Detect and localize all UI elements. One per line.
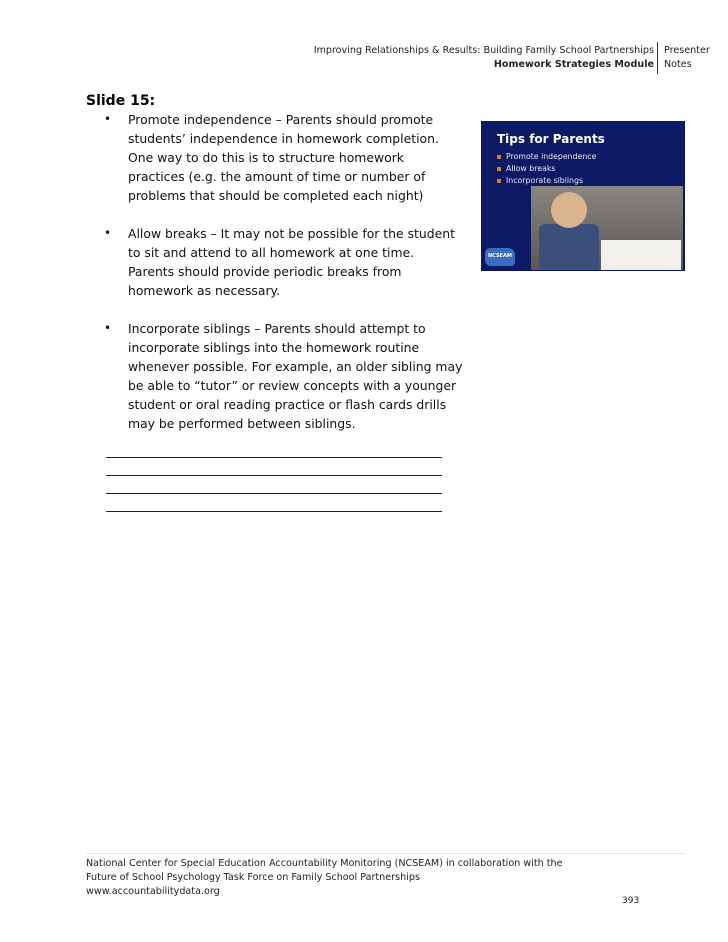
square-bullet-icon — [497, 167, 501, 171]
bullet-item — [104, 110, 464, 205]
slide-thumbnail-item-text: Allow breaks — [506, 164, 556, 173]
bullet-item — [104, 319, 464, 433]
child-head — [551, 192, 587, 228]
homework-paper — [601, 240, 681, 270]
bullet-glyph: • — [104, 321, 112, 335]
note-line — [106, 494, 442, 512]
slide-thumbnail-title: Tips for Parents — [497, 132, 605, 146]
header-title: Improving Relationships & Results: Building Family School Partnerships — [313, 45, 654, 56]
slide-thumbnail-list — [497, 151, 596, 187]
bullet-glyph: • — [104, 226, 112, 240]
footer — [86, 857, 563, 899]
slide-title: Slide 15: — [86, 93, 156, 109]
note-line — [106, 440, 442, 458]
header-tag-presenter: Presenter — [664, 45, 710, 56]
footer-url: www.accountabilitydata.org — [86, 886, 220, 897]
header-tag-notes: Notes — [664, 59, 692, 70]
bullet-glyph: • — [104, 112, 112, 126]
footer-rule — [86, 853, 686, 854]
notes-lines — [106, 440, 442, 512]
bullet-list — [104, 110, 464, 452]
note-line — [106, 476, 442, 494]
bullet-text: Allow breaks – It may not be possible for the student to sit and attend to all homework at one time. Parents should provide periodic breaks from homework as necessary. — [128, 226, 455, 298]
header-divider — [657, 42, 658, 74]
footer-line-2: Future of School Psychology Task Force on Family School Partnerships — [86, 872, 420, 883]
slide-thumbnail-item-text: Promote independence — [506, 152, 597, 161]
slide-thumbnail-item — [497, 151, 596, 163]
note-line — [106, 458, 442, 476]
slide-thumbnail-item-text: Incorporate siblings — [506, 176, 584, 185]
bullet-item — [104, 224, 464, 300]
logo-text: NCSEAM — [488, 253, 512, 259]
slide-thumbnail-item — [497, 163, 596, 175]
running-header — [200, 44, 654, 72]
bullet-text: Promote independence – Parents should promote students’ independence in homework completion. One way to do this is to structure homework practices (e.g. the amount of time or number of problems that should be completed each night) — [128, 112, 439, 203]
child-body — [539, 224, 599, 270]
frustrated-child-photo — [531, 186, 683, 270]
square-bullet-icon — [497, 179, 501, 183]
page-number: 393 — [622, 896, 640, 906]
footer-line-1: National Center for Special Education Accountability Monitoring (NCSEAM) in collaboration with the — [86, 858, 563, 869]
square-bullet-icon — [497, 155, 501, 159]
header-tag — [664, 44, 710, 72]
usa-map-logo — [485, 248, 515, 266]
header-module: Homework Strategies Module — [493, 59, 654, 70]
bullet-text: Incorporate siblings – Parents should attempt to incorporate siblings into the homework routine whenever possible. For example, an older sibling may be able to “tutor” or review concepts with a younger student or oral reading practice or flash cards drills may be performed between siblings. — [128, 321, 463, 431]
slide-thumbnail — [481, 121, 685, 271]
